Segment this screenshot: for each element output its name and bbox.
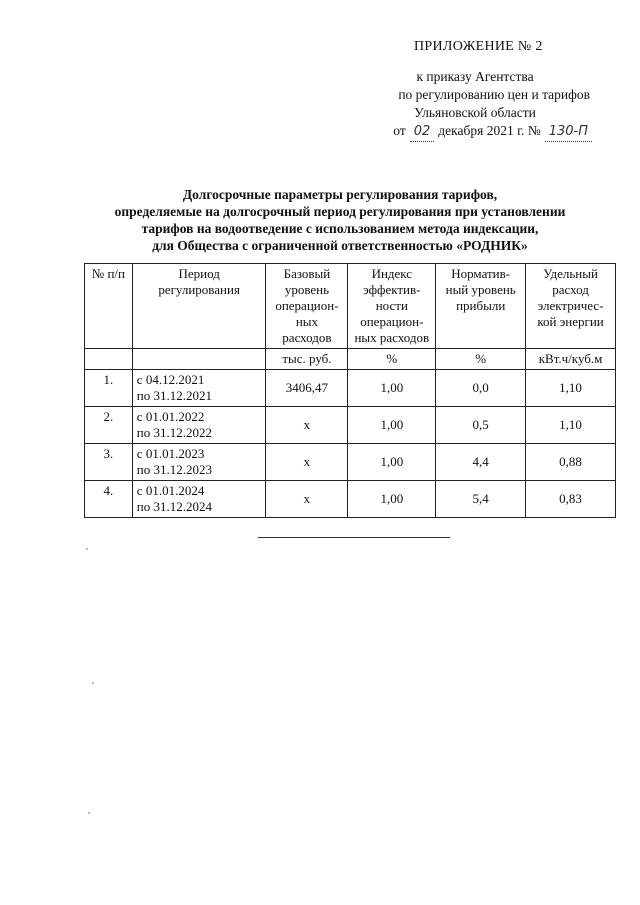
- unit-index: %: [348, 349, 436, 370]
- header-line-agency: к приказу Агентства: [416, 69, 534, 84]
- row-base: x: [266, 481, 348, 518]
- row-profit: 5,4: [436, 481, 526, 518]
- table-units-row: [85, 349, 616, 370]
- title-line: определяемые на долгосрочный период регулирования при установлении: [114, 204, 566, 219]
- period-from: с 01.01.2022: [136, 409, 205, 424]
- row-period: [132, 481, 266, 518]
- period-to: по 31.12.2022: [136, 425, 213, 440]
- header-line-regulation: по регулированию цен и тарифов: [398, 87, 590, 102]
- period-from: с 01.01.2024: [136, 483, 205, 498]
- table-row: [85, 444, 616, 481]
- header-energy: Удельный расход электричес-кой энергии: [526, 264, 616, 349]
- row-energy: 1,10: [526, 370, 616, 407]
- row-energy: 0,88: [526, 444, 616, 481]
- row-profit: 0,5: [436, 407, 526, 444]
- header-num: № п/п: [85, 264, 133, 349]
- table-row: [85, 370, 616, 407]
- appendix-title: ПРИЛОЖЕНИЕ № 2: [414, 39, 543, 54]
- document-header: [360, 38, 610, 142]
- unit-num: [85, 349, 133, 370]
- title-line: для Общества с ограниченной ответственностью «РОДНИК»: [152, 238, 528, 253]
- row-profit: 0,0: [436, 370, 526, 407]
- table-header-row: [85, 264, 616, 349]
- row-num: 3.: [85, 444, 133, 481]
- row-index: 1,00: [348, 370, 436, 407]
- table-row: [85, 407, 616, 444]
- row-index: 1,00: [348, 481, 436, 518]
- row-energy: 1,10: [526, 407, 616, 444]
- header-index: Индекс эффектив-ности операцион-ных расходов: [348, 264, 436, 349]
- header-base: Базовый уровень операцион-ных расходов: [266, 264, 348, 349]
- period-to: по 31.12.2024: [136, 499, 213, 514]
- row-period: [132, 407, 266, 444]
- row-base: x: [266, 407, 348, 444]
- table-row: [85, 481, 616, 518]
- closing-divider: [258, 537, 450, 538]
- order-number-handwritten: 130-П: [545, 123, 592, 142]
- order-date-text: декабря 2021 г. №: [438, 123, 541, 138]
- period-from: с 04.12.2021: [136, 372, 205, 387]
- period-to: по 31.12.2021: [136, 388, 213, 403]
- scan-speck: [92, 682, 94, 684]
- unit-period: [132, 349, 266, 370]
- unit-energy: кВт.ч/куб.м: [526, 349, 616, 370]
- row-index: 1,00: [348, 444, 436, 481]
- period-to: по 31.12.2023: [136, 462, 213, 477]
- document-title: [70, 186, 610, 254]
- row-base: 3406,47: [266, 370, 348, 407]
- row-index: 1,00: [348, 407, 436, 444]
- order-prefix: от: [393, 123, 406, 138]
- period-from: с 01.01.2023: [136, 446, 205, 461]
- title-line: Долгосрочные параметры регулирования тарифов,: [182, 187, 498, 202]
- parameters-table: [84, 263, 616, 518]
- header-profit: Норматив-ный уровень прибыли: [436, 264, 526, 349]
- scan-speck: [88, 812, 90, 814]
- row-num: 4.: [85, 481, 133, 518]
- row-base: x: [266, 444, 348, 481]
- row-num: 2.: [85, 407, 133, 444]
- row-energy: 0,83: [526, 481, 616, 518]
- row-period: [132, 370, 266, 407]
- scan-speck: [86, 548, 88, 550]
- unit-profit: %: [436, 349, 526, 370]
- title-line: тарифов на водоотведение с использованием метода индексации,: [141, 221, 539, 236]
- unit-base: тыс. руб.: [266, 349, 348, 370]
- header-period: Период регулирования: [132, 264, 266, 349]
- row-profit: 4,4: [436, 444, 526, 481]
- order-date-line: [360, 122, 610, 142]
- row-num: 1.: [85, 370, 133, 407]
- header-line-region: Ульяновской области: [414, 105, 536, 120]
- row-period: [132, 444, 266, 481]
- order-day-handwritten: 02: [410, 123, 435, 142]
